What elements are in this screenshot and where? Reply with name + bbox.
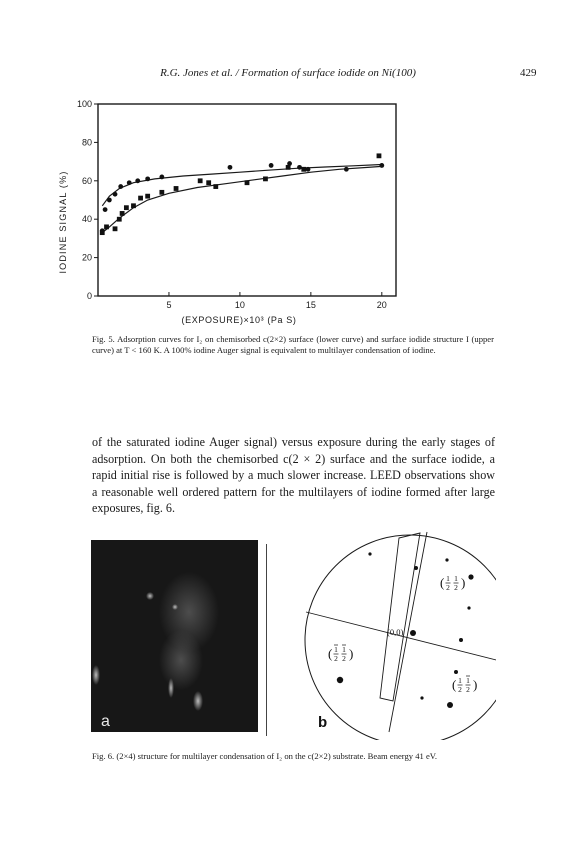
data-point-circle (127, 180, 132, 185)
svg-text:(: ( (440, 575, 445, 590)
x-tick-label: 5 (166, 300, 172, 310)
data-point-circle (135, 178, 140, 183)
data-point-circle (107, 198, 112, 203)
data-point-circle (113, 192, 118, 197)
spot-index-label (328, 645, 353, 663)
data-point-circle (379, 163, 384, 168)
data-point-square (286, 165, 291, 170)
spot (454, 670, 458, 674)
data-point-square (206, 180, 211, 185)
y-tick-label: 60 (81, 175, 92, 186)
body-paragraph: of the saturated iodine Auger signal) versus exposure during the early stages of adsorption. On both the chemisorbed c(2 × 2) surface and the surface iodide, a rapid initial rise is followed by a much slower increase. LEED observations show a reasonable well ordered pattern for the multilayers of iodine formed after large exposures, fig. 6. (92, 435, 495, 516)
x-tick-label: 10 (234, 300, 245, 310)
svg-text:1: 1 (454, 574, 458, 583)
svg-text:): ) (349, 646, 354, 661)
spot (420, 696, 423, 699)
fig5-chart (56, 92, 416, 332)
data-point-circle (118, 184, 123, 189)
spot (459, 638, 463, 642)
svg-text:(: ( (452, 677, 457, 692)
data-point-square (301, 167, 306, 172)
data-point-square (213, 184, 218, 189)
panel-a-label: a (101, 713, 110, 730)
svg-text:1: 1 (334, 645, 338, 654)
figure-divider (266, 544, 267, 736)
data-point-square (131, 203, 136, 208)
spot (468, 574, 473, 579)
spot (447, 702, 453, 708)
figure5-caption: Fig. 5. Adsorption curves for I₂ on chemisorbed c(2×2) surface (lower curve) and surface iodide structure I (upper curve) at T < 160 K. A 100% iodine Auger signal is equivalent to multilayer condensation of iodine. (92, 334, 494, 355)
data-point-square (124, 205, 129, 210)
data-point-square (198, 178, 203, 183)
x-axis-label: (EXPOSURE)×10³ (Pa S) (181, 315, 297, 325)
data-point-circle (269, 163, 274, 168)
data-point-circle (159, 175, 164, 180)
panel-b-label: b (318, 714, 328, 731)
data-point-square (120, 211, 125, 216)
data-point-square (100, 230, 105, 235)
svg-text:1: 1 (342, 645, 346, 654)
y-tick-label: 40 (81, 214, 92, 225)
fit-curve-circle (102, 165, 382, 206)
svg-text:2: 2 (454, 583, 458, 592)
data-point-circle (145, 176, 150, 181)
data-point-square (263, 176, 268, 181)
svg-text:2: 2 (458, 685, 462, 694)
data-point-square (159, 190, 164, 195)
data-point-square (145, 194, 150, 199)
svg-text:): ) (473, 677, 478, 692)
spot (445, 558, 448, 561)
fit-curve-square (102, 166, 382, 232)
spot (467, 606, 470, 609)
leed-schematic (296, 520, 496, 740)
y-tick-label: 20 (81, 252, 92, 263)
x-tick-label: 20 (376, 300, 387, 310)
page-number: 429 (520, 67, 537, 79)
data-point-circle (306, 167, 311, 172)
svg-text:2: 2 (334, 654, 338, 663)
data-point-square (113, 226, 118, 231)
x-tick-label: 15 (305, 300, 316, 310)
origin-label: (0,0) (387, 627, 404, 637)
figure6-caption: Fig. 6. (2×4) structure for multilayer condensation of I₂ on the c(2×2) substrate. Beam energy 41 eV. (92, 751, 438, 761)
data-point-circle (297, 165, 302, 170)
spot-index-label (452, 676, 477, 694)
spot (414, 566, 418, 570)
data-point-square (104, 224, 109, 229)
data-point-circle (103, 207, 108, 212)
data-point-square (245, 180, 250, 185)
data-point-square (117, 217, 122, 222)
svg-text:(: ( (328, 646, 333, 661)
leed-photograph (91, 540, 258, 732)
running-title: R.G. Jones et al. / Formation of surface iodide on Ni(100) (160, 67, 416, 79)
spot-origin (410, 630, 416, 636)
svg-text:1: 1 (466, 676, 470, 685)
svg-text:1: 1 (446, 574, 450, 583)
data-point-square (138, 196, 143, 201)
spot-index-label (440, 574, 465, 592)
y-tick-label: 100 (76, 99, 92, 109)
y-tick-label: 80 (81, 137, 92, 148)
leed-screen-circle (305, 535, 496, 740)
data-point-square (377, 153, 382, 158)
svg-text:2: 2 (342, 654, 346, 663)
svg-text:): ) (461, 575, 466, 590)
svg-text:2: 2 (466, 685, 470, 694)
spot (337, 677, 343, 683)
data-point-circle (228, 165, 233, 170)
data-point-square (174, 186, 179, 191)
svg-text:1: 1 (458, 676, 462, 685)
y-axis-label: IODINE SIGNAL (%) (58, 170, 68, 274)
y-tick-label: 0 (86, 291, 92, 301)
svg-text:2: 2 (446, 583, 450, 592)
spot (368, 552, 371, 555)
